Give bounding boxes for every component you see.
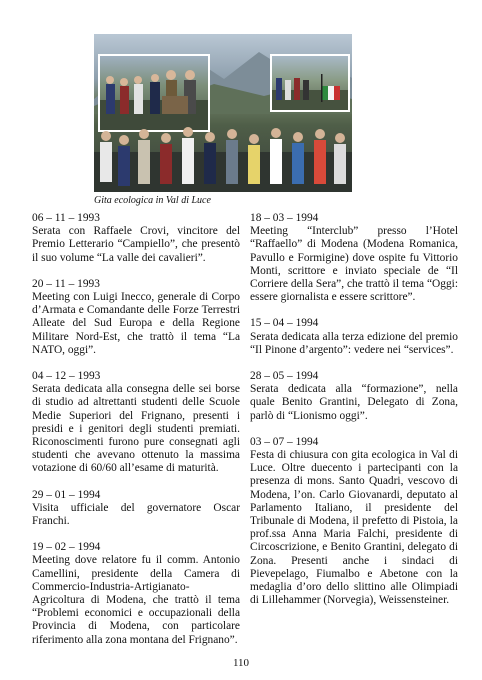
page-number: 110 [232,657,250,669]
event-date: 18 – 03 – 1994 [250,212,319,224]
event-entry [250,212,458,304]
inset-photo-speakers [98,54,210,132]
event-entry [250,370,458,423]
event-entry [32,489,240,529]
right-column [250,212,458,620]
event-text: Meeting dove relatore fu il comm. Antonio Camellini, presidente della Camera di Commercio-Industria-Artigianato-Agricoltura di Modena, che trattò il tema “Problemi economici e occupazionali della Provincia di Modena, con particolare riferimento alla zona montana del Frignano”. [32,554,240,646]
left-column [32,212,240,660]
speakers-image [100,56,208,130]
event-date: 04 – 12 – 1993 [32,370,101,383]
event-text: Serata dedicata alla consegna delle sei borse di studio ad altrettanti studenti delle Scuole Medie Superiori del Frignano, presenti i presidi e i genitori degli studenti premiati. Riconoscimenti furono pure consegnati agli studenti che avevano ottenuto la massima votazione di 60/60 all’esame di maturità. [32,383,240,475]
event-entry [32,541,240,647]
flags-image [272,56,348,110]
event-date: 19 – 02 – 1994 [32,541,101,554]
event-entry [32,212,240,265]
event-date: 03 – 07 – 1994 [250,435,319,448]
event-text: Visita ufficiale del governatore Oscar Franchi. [32,501,240,528]
event-text: Festa di chiusura con gita ecologica in Val di Luce. Oltre duecento i partecipanti con la presenza di mons. Santo Quadri, vescovo di Modena, l’on. Carlo Giovanardi, deputato al Parlamento Italiano, il presidente del Tribunale di Modena, il prefetto di Pistoia, la prof.ssa Anna Maria Falchi, presidente di Circoscrizione, e Benito Grantini, delegato di Zona. Presenti anche i sindaci di Pievepelago, Fiumalbo e Abetone con la medaglia d’oro dello slittino alle Olimpiadi di Lillehammer (Norvegia), Weissensteiner. [250,449,458,607]
event-text: Meeting con Luigi Inecco, generale di Corpo d’Armata e Comandante delle Forze Terrestri Alleate del Sud Europa e della Regione Militare Nord-Est, che trattò il tema “La NATO, oggi”. [32,291,240,356]
event-text: Meeting “Interclub” presso l’Hotel “Raffaello” di Modena (Modena Romanica, Pavullo e Formigine) dove ospite fu Vittorio Monti, scrittore e inviato speciale de “Il Corriere della Sera”, che trattò il tema “Oggi: essere giornalista e essere scrittore”. [250,225,458,304]
event-date: 29 – 01 – 1994 [32,488,101,501]
inset-photo-flags [270,54,350,112]
event-entry [32,278,240,357]
event-date: 06 – 11 – 1993 [32,212,100,224]
event-entry [250,436,458,608]
event-text: Serata dedicata alla “formazione”, nella quale Benito Grantini, Delegato di Zona, parlò di “Lionismo oggi”. [250,383,458,422]
photo-collage [94,34,352,192]
event-date: 15 – 04 – 1994 [250,317,319,330]
crowd-foreground [94,122,352,192]
photo-caption: Gita ecologica in Val di Luce [94,195,211,206]
event-text: Serata dedicata alla terza edizione del premio “Il Pinone d’argento”: vedere nei “services”. [250,330,458,356]
event-entry [250,317,458,357]
event-entry [32,370,240,476]
event-text: Serata con Raffaele Crovi, vincitore del Premio Letterario “Campiello”, che presentò il suo volume “La valle dei cavalieri”. [32,225,240,264]
event-date: 20 – 11 – 1993 [32,277,100,290]
event-date: 28 – 05 – 1994 [250,370,319,383]
